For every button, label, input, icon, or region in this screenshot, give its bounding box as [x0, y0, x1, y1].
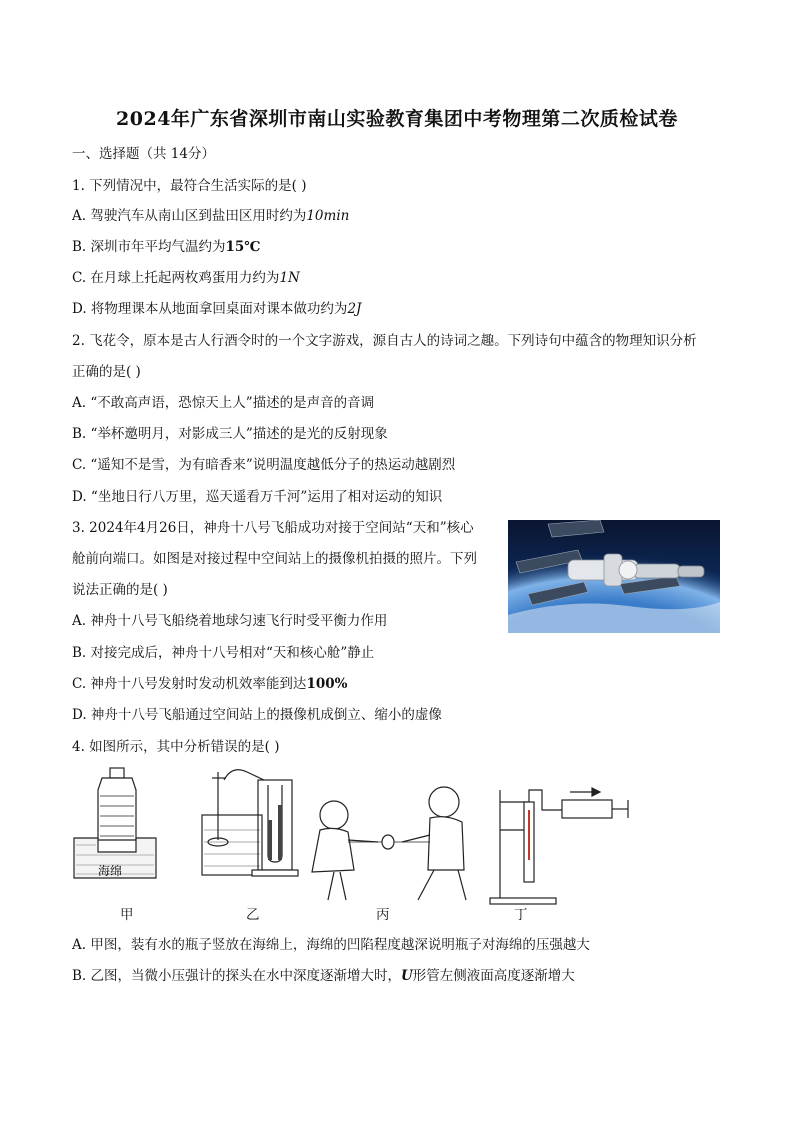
- bottle-on-sponge-diagram: [74, 768, 156, 878]
- caption-bing: 丙: [376, 907, 390, 923]
- q2-stem-line2: 正确的是( ): [72, 364, 141, 380]
- q2-option-b: B. “举杯邀明月，对影成三人”描述的是光的反射现象: [72, 426, 388, 442]
- space-station-photo: [508, 520, 720, 633]
- q3-option-d: D. 神舟十八号飞船通过空间站上的摄像机成倒立、缩小的虚像: [72, 707, 442, 723]
- page-title: 2024年广东省深圳市南山实验教育集团中考物理第二次质检试卷: [116, 108, 678, 130]
- q2-option-d: D. “坐地日行八万里，巡天遥看万千河”运用了相对运动的知识: [72, 489, 443, 505]
- q3-stem-line2: 舱前向端口。如图是对接过程中空间站上的摄像机拍摄的照片。下列: [72, 551, 477, 567]
- q3-stem-line3: 说法正确的是( ): [72, 582, 168, 598]
- syringe-stand-diagram: [490, 788, 628, 904]
- q3-option-a: A. 神舟十八号飞船绕着地球匀速飞行时受平衡力作用: [72, 613, 388, 629]
- q3-option-b: B. 对接完成后，神舟十八号相对“天和核心舱”静止: [72, 645, 375, 661]
- q1-stem: 1. 下列情况中，最符合生活实际的是( ): [72, 178, 307, 194]
- caption-jia: 甲: [120, 907, 134, 923]
- q1-option-a: A. 驾驶汽车从南山区到盐田区用时约为10min: [72, 208, 350, 224]
- section-heading: 一、选择题（共 14分）: [72, 146, 215, 162]
- q2-option-c: C. “遥知不是雪，为有暗香来”说明温度越低分子的热运动越剧烈: [72, 457, 456, 473]
- q1-option-d: D. 将物理课本从地面拿回桌面对课本做功约为2J: [72, 301, 362, 317]
- q2-stem-line1: 2. 飞花令，原本是古人行酒令时的一个文字游戏，源自古人的诗词之趣。下列诗句中蕴含的物理知识分析: [72, 333, 697, 349]
- q3-stem-line1: 3. 2024年4月26日，神舟十八号飞船成功对接于空间站“天和”核心: [72, 520, 474, 536]
- tug-children-diagram: [312, 787, 466, 900]
- caption-yi: 乙: [246, 907, 260, 923]
- sponge-label: 海绵: [98, 864, 123, 878]
- q4-option-b: B. 乙图，当微小压强计的探头在水中深度逐渐增大时，U形管左侧液面高度逐渐增大: [72, 968, 575, 984]
- q1-option-b: B. 深圳市年平均气温约为15℃: [72, 239, 261, 255]
- q4-stem: 4. 如图所示，其中分析错误的是( ): [72, 739, 280, 755]
- q4-figure: [72, 760, 642, 930]
- q3-option-c: C. 神舟十八号发射时发动机效率能到达100%: [72, 676, 348, 692]
- q1-option-c: C. 在月球上托起两枚鸡蛋用力约为1N: [72, 270, 300, 286]
- pressure-gauge-diagram: [202, 770, 298, 876]
- q2-option-a: A. “不敢高声语，恐惊天上人”描述的是声音的音调: [72, 395, 375, 411]
- q4-option-a: A. 甲图，装有水的瓶子竖放在海绵上，海绵的凹陷程度越深说明瓶子对海绵的压强越大: [72, 937, 590, 953]
- caption-ding: 丁: [514, 907, 528, 923]
